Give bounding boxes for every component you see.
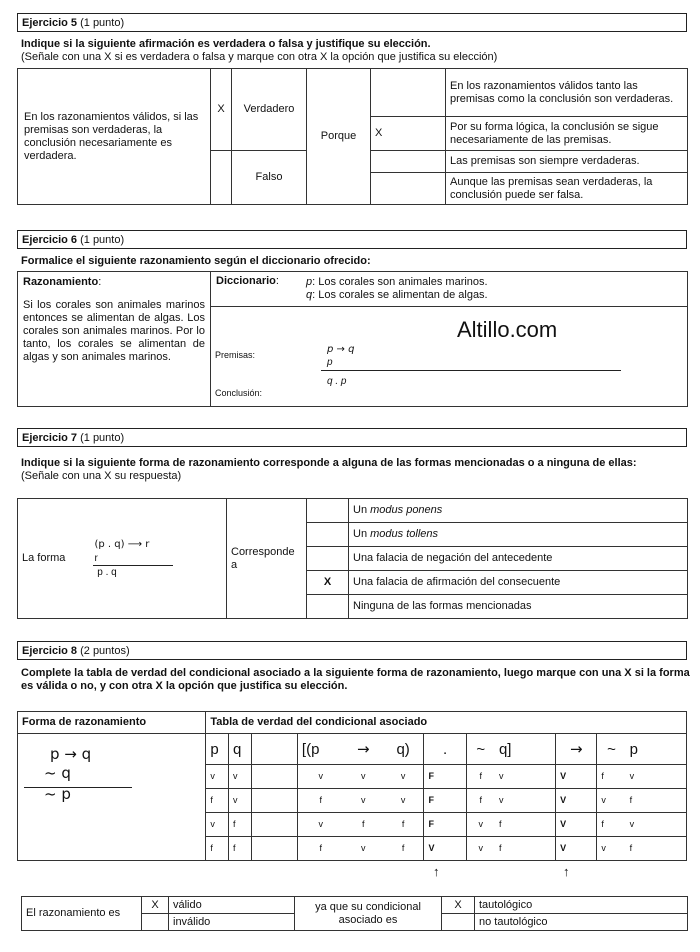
- ex5-option-mark[interactable]: X: [371, 117, 446, 151]
- ex8-col-header: p: [626, 734, 687, 765]
- ex5-mark-true[interactable]: X: [211, 69, 232, 151]
- ex5-table: [17, 68, 688, 205]
- table-cell: f: [466, 765, 495, 789]
- ex8-col-header: p: [206, 734, 229, 765]
- table-cell: f: [597, 813, 626, 837]
- ex8-col-header: [(p: [297, 734, 343, 765]
- ex7-points: (1 punto): [77, 432, 125, 444]
- ex7-option-text: [349, 499, 688, 523]
- ex8-col-header: q): [383, 734, 424, 765]
- table-cell: f: [495, 837, 556, 861]
- ex8-table-header: Tabla de verdad del condicional asociado: [206, 712, 687, 734]
- table-cell: V: [556, 765, 597, 789]
- table-cell: modus ponens: [370, 504, 443, 516]
- ex8-col-header: q]: [495, 734, 556, 765]
- ex7-option-mark[interactable]: [307, 499, 349, 523]
- ex8-form-line1: p → q: [50, 745, 92, 763]
- ex6-title: Ejercicio 6: [22, 234, 78, 246]
- ex8-valid: válido: [169, 897, 295, 914]
- ex7-option-text: Ninguna de las formas mencionadas: [349, 595, 688, 619]
- table-cell: v: [297, 813, 343, 837]
- ex6-dict-p-var: p: [306, 276, 313, 288]
- ex6-dictionary-label: Diccionario: [216, 275, 276, 287]
- arrow-up-icon: ↑: [433, 864, 440, 879]
- ex8-col-header: →: [556, 734, 597, 765]
- ex6-reasoning-label: Razonamiento: [23, 276, 99, 288]
- ex6-inference-line: [321, 370, 621, 371]
- table-cell: v: [206, 765, 229, 789]
- table-cell: modus tollens: [370, 528, 438, 540]
- watermark: Altillo.com: [457, 317, 558, 342]
- ex8-answer-table: [21, 896, 688, 931]
- ex5-option-mark[interactable]: [371, 173, 446, 205]
- table-cell: v: [466, 837, 495, 861]
- ex6-dict-p: : Los corales son animales marinos.: [312, 276, 488, 288]
- ex7-form-line3: p . q: [94, 567, 117, 578]
- ex8-instructions: [21, 667, 691, 693]
- ex6-conclusion: q . p: [327, 376, 347, 387]
- ex7-option-mark[interactable]: [307, 523, 349, 547]
- ex8-header: [17, 641, 687, 660]
- table-cell: v: [228, 765, 251, 789]
- table-cell: v: [597, 789, 626, 813]
- table-cell: V: [556, 813, 597, 837]
- ex8-because: ya que su condicional asociado es: [295, 897, 442, 931]
- ex7-header: [17, 428, 687, 447]
- ex6-points: (1 punto): [77, 234, 125, 246]
- ex7-form-label: La forma: [18, 499, 85, 619]
- table-cell: f: [495, 813, 556, 837]
- arrow-up-icon: ↑: [563, 864, 570, 879]
- ex5-statement: En los razonamientos válidos, si las premisas son verdaderas, la conclusión necesariamente es verdadera.: [18, 69, 211, 205]
- table-cell: V: [556, 789, 597, 813]
- ex8-title: Ejercicio 8: [22, 645, 78, 657]
- ex5-instruction: Indique si la siguiente afirmación es verdadera o falsa y justifique su elección.: [21, 38, 431, 50]
- table-cell: Un: [353, 504, 371, 516]
- table-cell: v: [383, 765, 424, 789]
- ex8-invalid: inválido: [169, 914, 295, 931]
- ex8-non-tautological: no tautológico: [475, 914, 688, 931]
- ex6-instructions: [21, 255, 691, 268]
- ex5-note: (Señale con una X si es verdadera o falsa y marque con otra X la opción que justifica su elección): [21, 51, 498, 63]
- ex7-corresponds: Corresponde a: [227, 499, 307, 619]
- ex8-col-header: [251, 734, 297, 765]
- ex7-option-text: [349, 523, 688, 547]
- ex5-option-mark[interactable]: [371, 69, 446, 117]
- table-cell: v: [597, 837, 626, 861]
- ex8-inference-line: [24, 787, 132, 788]
- ex6-instruction: Formalice el siguiente razonamiento según el diccionario ofrecido:: [21, 255, 371, 267]
- table-cell: f: [597, 765, 626, 789]
- ex7-form-line2: r: [94, 553, 98, 564]
- table-cell: V: [424, 837, 466, 861]
- ex7-form-line1: (p . q) ⟶ r: [94, 539, 150, 550]
- table-cell: f: [626, 837, 687, 861]
- ex7-option-text: Una falacia de negación del antecedente: [349, 547, 688, 571]
- ex7-note: (Señale con una X su respuesta): [21, 470, 182, 482]
- table-cell: f: [466, 789, 495, 813]
- ex5-instructions: [21, 38, 691, 64]
- ex7-option-mark[interactable]: [307, 547, 349, 571]
- table-cell: v: [297, 765, 343, 789]
- ex6-conclusion-label: Conclusión:: [215, 388, 263, 398]
- table-cell: f: [383, 837, 424, 861]
- ex5-title: Ejercicio 5: [22, 17, 78, 29]
- ex6-reasoning-text: Si los corales son animales marinos entonces se alimentan de algas. Los corales son animales marinos. Por lo tanto, los corales se alimentan de algas y son animales marinos.: [23, 299, 205, 363]
- table-cell: V: [556, 837, 597, 861]
- table-cell: v: [626, 813, 687, 837]
- ex8-col-header: →: [344, 734, 383, 765]
- table-cell: v: [495, 789, 556, 813]
- table-cell: F: [424, 765, 466, 789]
- ex8-truth-table: [17, 711, 687, 861]
- table-cell: [251, 765, 297, 789]
- ex5-because: Porque: [307, 69, 371, 205]
- table-cell: v: [344, 837, 383, 861]
- ex7-title: Ejercicio 7: [22, 432, 78, 444]
- ex8-form-cell: [18, 734, 206, 861]
- table-cell: [251, 837, 297, 861]
- table-cell: f: [228, 837, 251, 861]
- ex8-form-line3: ~ p: [44, 785, 71, 803]
- ex5-option-text: Las premisas son siempre verdaderas.: [446, 151, 688, 173]
- ex8-form-line2: ~ q: [44, 764, 71, 782]
- ex8-col-header: .: [424, 734, 466, 765]
- ex7-form-cell: [85, 499, 227, 619]
- ex6-header: [17, 230, 687, 249]
- ex7-instructions: [21, 457, 691, 483]
- ex8-form-header: Forma de razonamiento: [18, 712, 206, 734]
- table-cell: f: [228, 813, 251, 837]
- table-cell: v: [344, 789, 383, 813]
- ex7-option-mark[interactable]: [307, 595, 349, 619]
- ex6-premise1: p → q: [327, 344, 355, 355]
- ex6-dict-q: : Los corales se alimentan de algas.: [312, 289, 488, 301]
- ex5-option-mark[interactable]: [371, 151, 446, 173]
- ex5-option-text: En los razonamientos válidos tanto las premisas como la conclusión son verdaderas.: [446, 69, 688, 117]
- ex8-col-header: ~: [597, 734, 626, 765]
- ex7-table: [17, 498, 688, 619]
- table-cell: v: [466, 813, 495, 837]
- table-cell: v: [626, 765, 687, 789]
- table-cell: F: [424, 813, 466, 837]
- table-cell: v: [344, 765, 383, 789]
- ex5-mark-false[interactable]: [211, 151, 232, 205]
- ex8-points: (2 puntos): [77, 645, 130, 657]
- table-cell: v: [228, 789, 251, 813]
- ex8-instruction: Complete la tabla de verdad del condicional asociado a la siguiente forma de razonamiento, luego marque con una X si la forma es válida o no, y con otra X la opción que justifica su elección.: [21, 667, 690, 692]
- ex5-option-text: Aunque las premisas sean verdaderas, la conclusión puede ser falsa.: [446, 173, 688, 205]
- ex8-reasoning-is: El razonamiento es: [22, 897, 142, 931]
- table-cell: f: [383, 813, 424, 837]
- ex5-header: [17, 13, 687, 32]
- table-cell: [251, 789, 297, 813]
- ex8-mark-taut[interactable]: X: [442, 897, 475, 914]
- ex7-option-text: Una falacia de afirmación del consecuente: [349, 571, 688, 595]
- table-cell: f: [297, 837, 343, 861]
- ex6-formalization-cell: [211, 307, 688, 407]
- ex5-false-label: Falso: [232, 151, 307, 205]
- table-cell: f: [206, 837, 229, 861]
- ex8-col-header: q: [228, 734, 251, 765]
- ex8-mark-nontaut[interactable]: [442, 914, 475, 931]
- ex7-option-mark[interactable]: X: [307, 571, 349, 595]
- ex5-true-label: Verdadero: [232, 69, 307, 151]
- table-cell: v: [383, 789, 424, 813]
- ex6-premise2: p: [327, 357, 333, 368]
- table-cell: f: [297, 789, 343, 813]
- ex6-premises-label: Premisas:: [215, 350, 256, 360]
- ex7-instruction: Indique si la siguiente forma de razonamiento corresponde a alguna de las formas mencionadas o a ninguna de ellas:: [21, 457, 637, 469]
- table-cell: v: [495, 765, 556, 789]
- table-cell: f: [344, 813, 383, 837]
- ex5-points: (1 punto): [77, 17, 125, 29]
- ex6-dictionary-cell: Diccionario: p: Los corales son animales marinos. q: Los corales se alimentan de algas.: [211, 272, 688, 307]
- table-cell: [251, 813, 297, 837]
- ex8-mark-valid[interactable]: X: [142, 897, 169, 914]
- table-cell: v: [206, 813, 229, 837]
- ex5-option-text: Por su forma lógica, la conclusión se sigue necesariamente de las premisas.: [446, 117, 688, 151]
- table-cell: f: [206, 789, 229, 813]
- table-cell: f: [626, 789, 687, 813]
- table-cell: Un: [353, 528, 371, 540]
- table-cell: F: [424, 789, 466, 813]
- ex6-dict-q-var: q: [306, 289, 313, 301]
- ex8-tautological: tautológico: [475, 897, 688, 914]
- ex6-table: [17, 271, 688, 407]
- ex6-reasoning-cell: Razonamiento: Si los corales son animales marinos entonces se alimentan de algas. Los corales son animales marinos. Por lo tanto, los corales se alimentan de algas y son animales marinos.: [18, 272, 211, 407]
- ex8-mark-invalid[interactable]: [142, 914, 169, 931]
- ex8-col-header: ~: [466, 734, 495, 765]
